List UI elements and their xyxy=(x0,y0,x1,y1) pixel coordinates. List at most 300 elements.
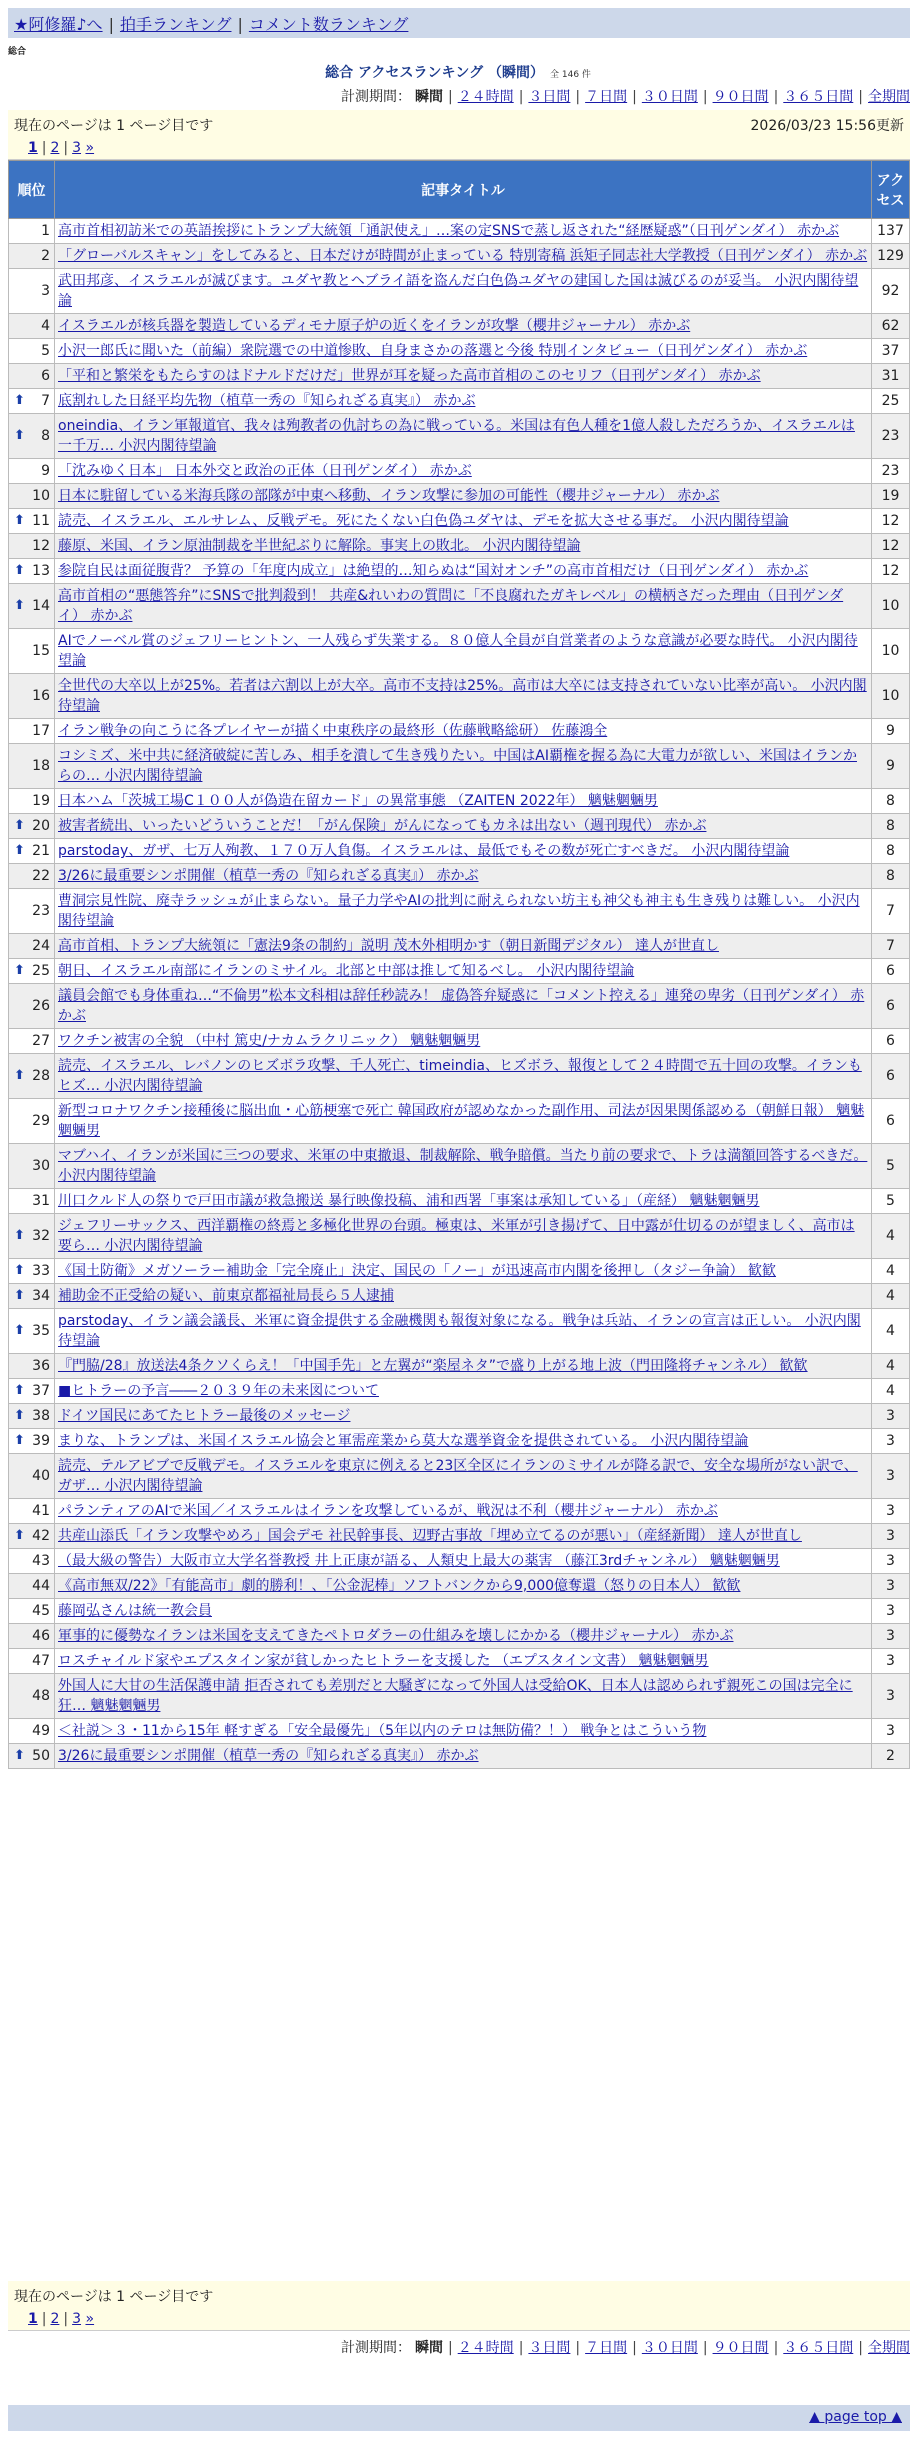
col-access-header: アクセス xyxy=(872,161,910,219)
rank-cell xyxy=(9,414,55,459)
rank-cell xyxy=(9,1429,55,1454)
access-count: 4 xyxy=(872,1284,910,1309)
period-link-90d[interactable]: ９０日間 xyxy=(712,89,769,105)
article-title-link[interactable]: 被害者続出、いったいどういうことだ！「がん保険」がんになってもカネは出ない（週刊現代） 赤かぶ xyxy=(58,818,707,834)
title-cell xyxy=(55,889,872,934)
rank-up-arrow-icon: ⬆ xyxy=(14,1323,25,1338)
title-cell xyxy=(55,1549,872,1574)
article-title-link[interactable]: 「平和と繁栄をもたらすのはドナルドだけだ」世界が耳を疑った高市首相のこのセリフ（日刊ゲンダイ） 赤かぶ xyxy=(58,368,761,384)
rank-cell xyxy=(9,984,55,1029)
title-cell xyxy=(55,559,872,584)
article-title-link[interactable]: 日本ハム「茨城工場C１００人が偽造在留カード」の異常事態 （ZAITEN 2022年） 魑魅魍魎男 xyxy=(58,793,658,809)
period-link-365d[interactable]: ３６５日間 xyxy=(783,89,854,105)
table-row xyxy=(9,1574,910,1599)
title-cell xyxy=(55,1674,872,1719)
article-title-link[interactable]: ワクチン被害の全貌 （中村 篤史/ナカムラクリニック） 魑魅魍魎男 xyxy=(58,1033,481,1049)
rank-cell xyxy=(9,959,55,984)
table-row xyxy=(9,789,910,814)
period-link-30d[interactable]: ３０日間 xyxy=(641,2340,698,2356)
access-count: 37 xyxy=(872,339,910,364)
rank-cell xyxy=(9,534,55,559)
rank-number: 30 xyxy=(32,1158,50,1174)
rank-number: 26 xyxy=(32,998,50,1014)
page-link-1[interactable]: 1 xyxy=(28,140,38,156)
article-title-link[interactable]: コシミズ、米中共に経済破綻に苦しみ、相手を潰して生き残りたい。中国はAI覇権を握る為に大電力が欲しい、米国はイランからの… 小沢内閣待望論 xyxy=(58,748,857,784)
rank-up-arrow-icon: ⬆ xyxy=(14,963,25,978)
rank-up-arrow-icon: ⬆ xyxy=(14,1433,25,1448)
article-title-link[interactable]: 補助金不正受給の疑い、前東京都福祉局長ら５人逮捕 xyxy=(58,1288,394,1304)
title-cell xyxy=(55,414,872,459)
table-row xyxy=(9,534,910,559)
title-cell xyxy=(55,674,872,719)
rank-cell xyxy=(9,1054,55,1099)
period-link-24h[interactable]: ２４時間 xyxy=(457,2340,514,2356)
table-row xyxy=(9,269,910,314)
page-top-link[interactable]: ▲ page top ▲ xyxy=(809,2409,902,2425)
rank-cell xyxy=(9,364,55,389)
rank-number: 34 xyxy=(32,1288,50,1304)
access-count: 4 xyxy=(872,1309,910,1354)
article-title-link[interactable]: ロスチャイルド家やエプスタイン家が貧しかったヒトラーを支援した （エプスタイン文書） 魑魅魍魎男 xyxy=(58,1653,709,1669)
rank-cell xyxy=(9,1524,55,1549)
title-cell xyxy=(55,1624,872,1649)
period-label: 計測期間： xyxy=(340,2340,411,2356)
rank-number: 44 xyxy=(32,1578,50,1594)
article-title-link[interactable]: 日本に駐留している米海兵隊の部隊が中東へ移動、イラン攻撃に参加の可能性（櫻井ジャーナル） 赤かぶ xyxy=(58,488,720,504)
title-cell xyxy=(55,364,872,389)
period-link-3d[interactable]: ３日間 xyxy=(528,89,571,105)
article-title-link[interactable]: 川口クルド人の祭りで戸田市議が救急搬送 暴行映像投稿、浦和西署「事案は承知している」（産経） 魑魅魍魎男 xyxy=(58,1193,760,1209)
access-count: 3 xyxy=(872,1674,910,1719)
table-row xyxy=(9,889,910,934)
access-count: 92 xyxy=(872,269,910,314)
rank-number: 42 xyxy=(32,1528,50,1544)
access-count: 12 xyxy=(872,534,910,559)
title-cell xyxy=(55,1284,872,1309)
rank-cell xyxy=(9,1404,55,1429)
current-page-text: 現在のページは 1 ページ目です xyxy=(14,2289,214,2305)
table-row xyxy=(9,814,910,839)
table-row xyxy=(9,509,910,534)
rank-cell xyxy=(9,1454,55,1499)
page-status-bar xyxy=(8,110,910,138)
period-link-all[interactable]: 全期間 xyxy=(868,2340,910,2356)
rank-up-arrow-icon: ⬆ xyxy=(14,1263,25,1278)
rank-number: 28 xyxy=(32,1068,50,1084)
rank-cell xyxy=(9,269,55,314)
table-row xyxy=(9,219,910,244)
rank-up-arrow-icon: ⬆ xyxy=(14,393,25,408)
title-cell xyxy=(55,1649,872,1674)
rank-number: 16 xyxy=(32,688,50,704)
access-count: 3 xyxy=(872,1429,910,1454)
next-page-link[interactable]: » xyxy=(85,140,95,156)
period-link-30d[interactable]: ３０日間 xyxy=(641,89,698,105)
rank-number: 45 xyxy=(32,1603,50,1619)
title-cell xyxy=(55,459,872,484)
period-current: 瞬間 xyxy=(414,89,443,105)
pager-top: 1 | 2 | 3 » xyxy=(8,138,910,160)
access-count: 12 xyxy=(872,509,910,534)
access-count: 129 xyxy=(872,244,910,269)
rank-cell xyxy=(9,1549,55,1574)
access-count: 3 xyxy=(872,1719,910,1744)
col-title-header: 記事タイトル xyxy=(55,161,872,219)
table-row xyxy=(9,1099,910,1144)
rank-number: 43 xyxy=(32,1553,50,1569)
access-count: 2 xyxy=(872,1744,910,1769)
table-row xyxy=(9,864,910,889)
rank-cell xyxy=(9,339,55,364)
rank-up-arrow-icon: ⬆ xyxy=(14,513,25,528)
rank-cell xyxy=(9,889,55,934)
title-cell xyxy=(55,934,872,959)
access-count: 23 xyxy=(872,414,910,459)
title-cell xyxy=(55,719,872,744)
rank-number: 49 xyxy=(32,1723,50,1739)
rank-cell xyxy=(9,1379,55,1404)
rank-number: 35 xyxy=(32,1323,50,1339)
article-title-link[interactable]: oneindia、イラン軍報道官、我々は殉教者の仇討ちの為に戦っている。米国は有色人種を1億人殺しただろうか、イスラエルは一千万… 小沢内閣待望論 xyxy=(58,418,855,454)
title-cell xyxy=(55,1029,872,1054)
title-cell xyxy=(55,1309,872,1354)
rank-number: 13 xyxy=(32,563,50,579)
period-label: 計測期間： xyxy=(340,89,411,105)
rank-cell xyxy=(9,1029,55,1054)
title-cell xyxy=(55,744,872,789)
rank-number: 24 xyxy=(32,938,50,954)
access-count: 8 xyxy=(872,814,910,839)
article-title-link[interactable]: 小沢一郎氏に聞いた（前編）衆院選での中道惨敗、自身まさかの落選と今後 特別インタビュー（日刊ゲンダイ） 赤かぶ xyxy=(58,343,808,359)
comment-ranking-link[interactable]: コメント数ランキング xyxy=(248,15,409,34)
table-row xyxy=(9,1524,910,1549)
rank-cell xyxy=(9,674,55,719)
article-title-link[interactable]: イスラエルが核兵器を製造しているディモナ原子炉の近くをイランが攻撃（櫻井ジャーナル） 赤かぶ xyxy=(58,318,691,334)
article-title-link[interactable]: ■ヒトラーの予言――２０３９年の未来図について xyxy=(58,1383,379,1399)
table-row xyxy=(9,559,910,584)
page-link-3[interactable]: 3 xyxy=(72,2311,82,2327)
access-count: 25 xyxy=(872,389,910,414)
title-cell xyxy=(55,864,872,889)
article-title-link[interactable]: 読売、イスラエル、エルサレム、反戦デモ。死にたくない白色偽ユダヤは、デモを拡大させる事だ。 小沢内閣待望論 xyxy=(58,513,789,529)
rank-up-arrow-icon: ⬆ xyxy=(14,1408,25,1423)
title-cell xyxy=(55,244,872,269)
rank-cell xyxy=(9,1189,55,1214)
page-link-2[interactable]: 2 xyxy=(50,2311,60,2327)
title-cell xyxy=(55,389,872,414)
total-count: 全 146 件 xyxy=(550,70,591,80)
rank-cell xyxy=(9,719,55,744)
article-title-link[interactable]: まりな、トランプは、米国イスラエル協会と軍需産業から莫大な選挙資金を提供されている。 小沢内閣待望論 xyxy=(58,1433,749,1449)
title-cell xyxy=(55,534,872,559)
period-current: 瞬間 xyxy=(414,2340,443,2356)
rank-number: 14 xyxy=(32,598,50,614)
title-cell xyxy=(55,339,872,364)
rank-cell xyxy=(9,864,55,889)
article-title-link[interactable]: ジェフリーサックス、西洋覇権の終焉と多極化世界の台頭。極東は、米軍が引き揚げて、日中露が仕切るのが望ましく、高市は要ら… 小沢内閣待望論 xyxy=(58,1218,855,1254)
top-nav-bar xyxy=(8,8,910,38)
table-row xyxy=(9,1549,910,1574)
period-link-90d[interactable]: ９０日間 xyxy=(712,2340,769,2356)
period-link-7d[interactable]: ７日間 xyxy=(585,2340,628,2356)
article-title-link[interactable]: 曹洞宗見性院、廃寺ラッシュが止まらない。量子力学やAIの批判に耐えられない坊主も神父も神主も生き残りは難しい。 小沢内閣待望論 xyxy=(58,893,860,929)
table-row xyxy=(9,1214,910,1259)
access-count: 3 xyxy=(872,1649,910,1674)
next-page-link[interactable]: » xyxy=(85,2311,95,2327)
table-row xyxy=(9,1649,910,1674)
title-cell xyxy=(55,984,872,1029)
access-count: 8 xyxy=(872,864,910,889)
access-count: 4 xyxy=(872,1354,910,1379)
title-cell xyxy=(55,629,872,674)
rank-cell xyxy=(9,1144,55,1189)
title-cell xyxy=(55,1524,872,1549)
rank-cell xyxy=(9,389,55,414)
title-cell xyxy=(55,1214,872,1259)
title-cell xyxy=(55,1574,872,1599)
article-title-link[interactable]: 「沈みゆく日本」 日本外交と政治の正体（日刊ゲンダイ） 赤かぶ xyxy=(58,463,472,479)
article-title-link[interactable]: 新型コロナワクチン接種後に脳出血・心筋梗塞で死亡 韓国政府が認めなかった副作用、司法が因果関係認める（朝鮮日報） 魑魅魍魎男 xyxy=(58,1103,865,1139)
rank-cell xyxy=(9,314,55,339)
period-link-365d[interactable]: ３６５日間 xyxy=(783,2340,854,2356)
table-row xyxy=(9,1454,910,1499)
rank-cell xyxy=(9,1499,55,1524)
article-title-link[interactable]: 『門脇/28』放送法4条クソくらえ！「中国手先」と左翼が“楽屋ネタ”で盛り上がる地上波（門田隆将チャンネル） 歓歓 xyxy=(58,1358,808,1374)
title-cell xyxy=(55,1744,872,1769)
article-title-link[interactable]: 底割れした日経平均先物（植草一秀の『知られざる真実』） 赤かぶ xyxy=(58,393,476,409)
article-title-link[interactable]: 武田邦彦、イスラエルが滅びます。ユダヤ教とヘブライ語を盗んだ白色偽ユダヤの建国した国は滅びるのが妥当。 小沢内閣待望論 xyxy=(58,273,859,309)
title-cell xyxy=(55,1404,872,1429)
pager-bottom: 1 | 2 | 3 » xyxy=(8,2309,910,2331)
bottom-bar xyxy=(8,2405,910,2431)
period-link-all[interactable]: 全期間 xyxy=(868,89,910,105)
period-link-7d[interactable]: ７日間 xyxy=(585,89,628,105)
table-row xyxy=(9,244,910,269)
article-title-link[interactable]: 参院自民は面従腹背？ 予算の「年度内成立」は絶望的…知らぬは“国対オンチ”の高市首相だけ（日刊ゲンダイ） 赤かぶ xyxy=(58,563,809,579)
rank-cell xyxy=(9,1354,55,1379)
rank-cell xyxy=(9,1719,55,1744)
rank-number: 2 xyxy=(41,248,50,264)
rank-cell xyxy=(9,1624,55,1649)
rank-number: 33 xyxy=(32,1263,50,1279)
ranking-title: 総合 アクセスランキング （瞬間） xyxy=(325,65,544,81)
table-row xyxy=(9,1499,910,1524)
col-rank-header: 順位 xyxy=(9,161,55,219)
table-row xyxy=(9,1624,910,1649)
rank-number: 19 xyxy=(32,793,50,809)
rank-cell xyxy=(9,1744,55,1769)
article-title-link[interactable]: ドイツ国民にあてたヒトラー最後のメッセージ xyxy=(58,1408,351,1424)
table-row xyxy=(9,1674,910,1719)
category-tag: 総合 xyxy=(8,47,27,57)
article-title-link[interactable]: 3/26に最重要シンポ開催（植草一秀の『知られざる真実』） 赤かぶ xyxy=(58,868,479,884)
rank-number: 31 xyxy=(32,1193,50,1209)
page-link-3[interactable]: 3 xyxy=(72,140,82,156)
access-count: 3 xyxy=(872,1574,910,1599)
article-title-link[interactable]: 《高市無双/22》「有能高市」劇的勝利！、「公金泥棒」ソフトバンクから9,000億奪還（怒りの日本人） 歓歓 xyxy=(58,1578,741,1594)
rank-number: 23 xyxy=(32,903,50,919)
article-title-link[interactable]: 外国人に大甘の生活保護申請 拒否されても差別だと大騒ぎになって外国人は受給OK、日本人は認められず親死この国は完全に狂… 魑魅魍魎男 xyxy=(58,1678,853,1714)
rank-cell xyxy=(9,629,55,674)
current-page-text: 現在のページは 1 ページ目です xyxy=(14,118,214,134)
rank-number: 40 xyxy=(32,1468,50,1484)
access-count: 3 xyxy=(872,1404,910,1429)
table-row xyxy=(9,934,910,959)
rank-number: 11 xyxy=(32,513,50,529)
table-row xyxy=(9,314,910,339)
article-title-link[interactable]: パランティアのAIで米国／イスラエルはイランを攻撃しているが、戦況は不利（櫻井ジャーナル） 赤かぶ xyxy=(58,1503,718,1519)
rank-number: 46 xyxy=(32,1628,50,1644)
access-count: 7 xyxy=(872,934,910,959)
rank-up-arrow-icon: ⬆ xyxy=(14,1528,25,1543)
rank-number: 48 xyxy=(32,1688,50,1704)
rank-number: 38 xyxy=(32,1408,50,1424)
article-title-link[interactable]: 藤岡弘さんは統一教会員 xyxy=(58,1603,212,1619)
rank-number: 10 xyxy=(32,488,50,504)
access-count: 19 xyxy=(872,484,910,509)
access-count: 6 xyxy=(872,1054,910,1099)
table-row xyxy=(9,1429,910,1454)
rank-number: 5 xyxy=(41,343,50,359)
rank-cell xyxy=(9,484,55,509)
access-count: 4 xyxy=(872,1379,910,1404)
title-cell xyxy=(55,839,872,864)
title-cell xyxy=(55,584,872,629)
article-title-link[interactable]: マブハイ、イランが米国に三つの要求、米軍の中東撤退、制裁解除、戦争賠償。当たり前の要求で、トラは満額回答するべきだ。 小沢内閣待望論 xyxy=(58,1148,868,1184)
table-row xyxy=(9,1284,910,1309)
title-cell xyxy=(55,314,872,339)
access-count: 4 xyxy=(872,1214,910,1259)
rank-number: 7 xyxy=(41,393,50,409)
rank-cell xyxy=(9,244,55,269)
table-row xyxy=(9,839,910,864)
rank-up-arrow-icon: ⬆ xyxy=(14,1383,25,1398)
rank-up-arrow-icon: ⬆ xyxy=(14,818,25,833)
table-row xyxy=(9,629,910,674)
table-row xyxy=(9,414,910,459)
article-title-link[interactable]: （最大級の警告）大阪市立大学名誉教授 井上正康が語る、人類史上最大の薬害 （藤江3rdチャンネル） 魑魅魍魎男 xyxy=(58,1553,780,1569)
rank-cell xyxy=(9,1099,55,1144)
rank-number: 27 xyxy=(32,1033,50,1049)
article-title-link[interactable]: 全世代の大卒以上が25%。若者は六割以上が大卒。高市不支持は25%。高市は大卒には支持されていない比率が高い。 小沢内閣待望論 xyxy=(58,678,867,714)
access-count: 7 xyxy=(872,889,910,934)
rank-number: 12 xyxy=(32,538,50,554)
access-count: 12 xyxy=(872,559,910,584)
article-title-link[interactable]: 軍事的に優勢なイランは米国を支えてきたペトロダラーの仕組みを壊しにかかる（櫻井ジャーナル） 赤かぶ xyxy=(58,1628,734,1644)
divider: | xyxy=(108,15,114,34)
divider: | xyxy=(237,15,243,34)
rank-number: 29 xyxy=(32,1113,50,1129)
rank-cell xyxy=(9,1674,55,1719)
title-cell xyxy=(55,1144,872,1189)
home-link[interactable]: ★阿修羅♪へ xyxy=(14,15,103,34)
access-count: 6 xyxy=(872,984,910,1029)
rank-number: 37 xyxy=(32,1383,50,1399)
table-row xyxy=(9,1354,910,1379)
title-cell xyxy=(55,1099,872,1144)
table-row xyxy=(9,1259,910,1284)
access-count: 8 xyxy=(872,789,910,814)
rank-cell xyxy=(9,1599,55,1624)
article-title-link[interactable]: 高市首相初訪米での英語挨拶にトランプ大統領「通訳使え」…案の定SNSで蒸し返された“経歴疑惑”（日刊ゲンダイ） 赤かぶ xyxy=(58,223,840,239)
article-title-link[interactable]: 議員会館でも身体重ね…“不倫男”松本文科相は辞任秒読み！ 虚偽答弁疑惑に「コメント控える」連発の卑劣（日刊ゲンダイ） 赤かぶ xyxy=(58,988,865,1024)
table-row xyxy=(9,389,910,414)
access-count: 3 xyxy=(872,1454,910,1499)
rank-number: 4 xyxy=(41,318,50,334)
access-count: 10 xyxy=(872,674,910,719)
rank-number: 36 xyxy=(32,1358,50,1374)
page-link-2[interactable]: 2 xyxy=(50,140,60,156)
rank-up-arrow-icon: ⬆ xyxy=(14,428,25,443)
table-row xyxy=(9,1189,910,1214)
access-count: 3 xyxy=(872,1624,910,1649)
rank-up-arrow-icon: ⬆ xyxy=(14,1068,25,1083)
rank-cell xyxy=(9,814,55,839)
table-row xyxy=(9,719,910,744)
article-title-link[interactable]: ＜社説＞３・11から15年 軽すぎる「安全最優先」（5年以内のテロは無防備？！） 戦争とはこういう物 xyxy=(58,1723,707,1739)
rank-cell xyxy=(9,789,55,814)
article-title-link[interactable]: 「グローバルスキャン」をしてみると、日本だけが時間が止まっている 特別寄稿 浜矩子同志社大学教授（日刊ゲンダイ） 赤かぶ xyxy=(58,248,868,264)
page-link-1[interactable]: 1 xyxy=(28,2311,38,2327)
rank-up-arrow-icon: ⬆ xyxy=(14,1228,25,1243)
article-title-link[interactable]: 高市首相の“悪態答弁”にSNSで批判殺到！ 共産&れいわの質問に「不良腐れたガキレベル」の横柄さだった理由（日刊ゲンダイ） 赤かぶ xyxy=(58,588,844,624)
rank-cell xyxy=(9,584,55,629)
rank-cell xyxy=(9,459,55,484)
article-title-link[interactable]: parstoday、ガザ、七万人殉教、１７０万人負傷。イスラエルは、最低でもその数が死亡すべきだ。 小沢内閣待望論 xyxy=(58,843,790,859)
article-title-link[interactable]: 共産山添氏「イラン攻撃やめろ」国会デモ 社民幹事長、辺野古事故「埋め立てるのが悪い」（産経新聞） 達人が世直し xyxy=(58,1528,802,1544)
article-title-link[interactable]: イラン戦争の向こうに各プレイヤーが描く中東秩序の最終形（佐藤戦略総研） 佐藤鴻全 xyxy=(58,723,608,739)
ranking-table xyxy=(8,160,910,1769)
rank-cell xyxy=(9,219,55,244)
article-title-link[interactable]: 朝日、イスラエル南部にイランのミサイル。北部と中部は推して知るべし。 小沢内閣待望論 xyxy=(58,963,635,979)
article-title-link[interactable]: 3/26に最重要シンポ開催（植草一秀の『知られざる真実』） 赤かぶ xyxy=(58,1748,479,1764)
access-count: 31 xyxy=(872,364,910,389)
period-link-24h[interactable]: ２４時間 xyxy=(457,89,514,105)
table-row xyxy=(9,1029,910,1054)
access-count: 6 xyxy=(872,959,910,984)
article-title-link[interactable]: 《国土防衛》メガソーラー補助金「完全廃止」決定、国民の「ノー」が迅速高市内閣を後押し（タジー争論） 歓歓 xyxy=(58,1263,777,1279)
title-cell xyxy=(55,814,872,839)
article-title-link[interactable]: parstoday、イラン議会議長、米軍に資金提供する金融機関も報復対象になる。戦争は兵站、イランの宣言は正しい。 小沢内閣待望論 xyxy=(58,1313,861,1349)
period-nav-top: 計測期間： 瞬間 | ２４時間 | ３日間 | ７日間 | ３０日間 | ９０日間 | ３６５日間 | 全期間 xyxy=(340,89,910,105)
rank-up-arrow-icon: ⬆ xyxy=(14,843,25,858)
rank-number: 41 xyxy=(32,1503,50,1519)
access-count: 137 xyxy=(872,219,910,244)
period-link-3d[interactable]: ３日間 xyxy=(528,2340,571,2356)
table-row xyxy=(9,339,910,364)
rank-number: 18 xyxy=(32,758,50,774)
table-row xyxy=(9,744,910,789)
access-count: 8 xyxy=(872,839,910,864)
title-cell xyxy=(55,509,872,534)
article-title-link[interactable]: 藤原、米国、イラン原油制裁を半世紀ぶりに解除。事実上の敗北。 小沢内閣待望論 xyxy=(58,538,581,554)
title-cell xyxy=(55,1259,872,1284)
article-title-link[interactable]: AIでノーベル賞のジェフリーヒントン、一人残らず失業する。８０億人全員が自営業者のような意識が必要な時代。 小沢内閣待望論 xyxy=(58,633,858,669)
rank-cell xyxy=(9,1259,55,1284)
table-row xyxy=(9,674,910,719)
rank-up-arrow-icon: ⬆ xyxy=(14,1288,25,1303)
rank-number: 15 xyxy=(32,643,50,659)
article-title-link[interactable]: 読売、テルアビブで反戦デモ。イスラエルを東京に例えると23区全区にイランのミサイルが降る訳で、安全な場所がない訳で、ガザ… 小沢内閣待望論 xyxy=(58,1458,858,1494)
title-cell xyxy=(55,1354,872,1379)
table-row xyxy=(9,959,910,984)
applause-ranking-link[interactable]: 拍手ランキング xyxy=(119,15,232,34)
rank-number: 22 xyxy=(32,868,50,884)
rank-cell xyxy=(9,1214,55,1259)
article-title-link[interactable]: 読売、イスラエル、レバノンのヒズボラ攻撃、千人死亡、timeindia、ヒズボラ、報復として２４時間で五十回の攻撃。イランもヒズ… 小沢内閣待望論 xyxy=(58,1058,862,1094)
table-row xyxy=(9,1599,910,1624)
article-title-link[interactable]: 高市首相、トランプ大統領に「憲法9条の制約」説明 茂木外相明かす（朝日新聞デジタル） 達人が世直し xyxy=(58,938,719,954)
